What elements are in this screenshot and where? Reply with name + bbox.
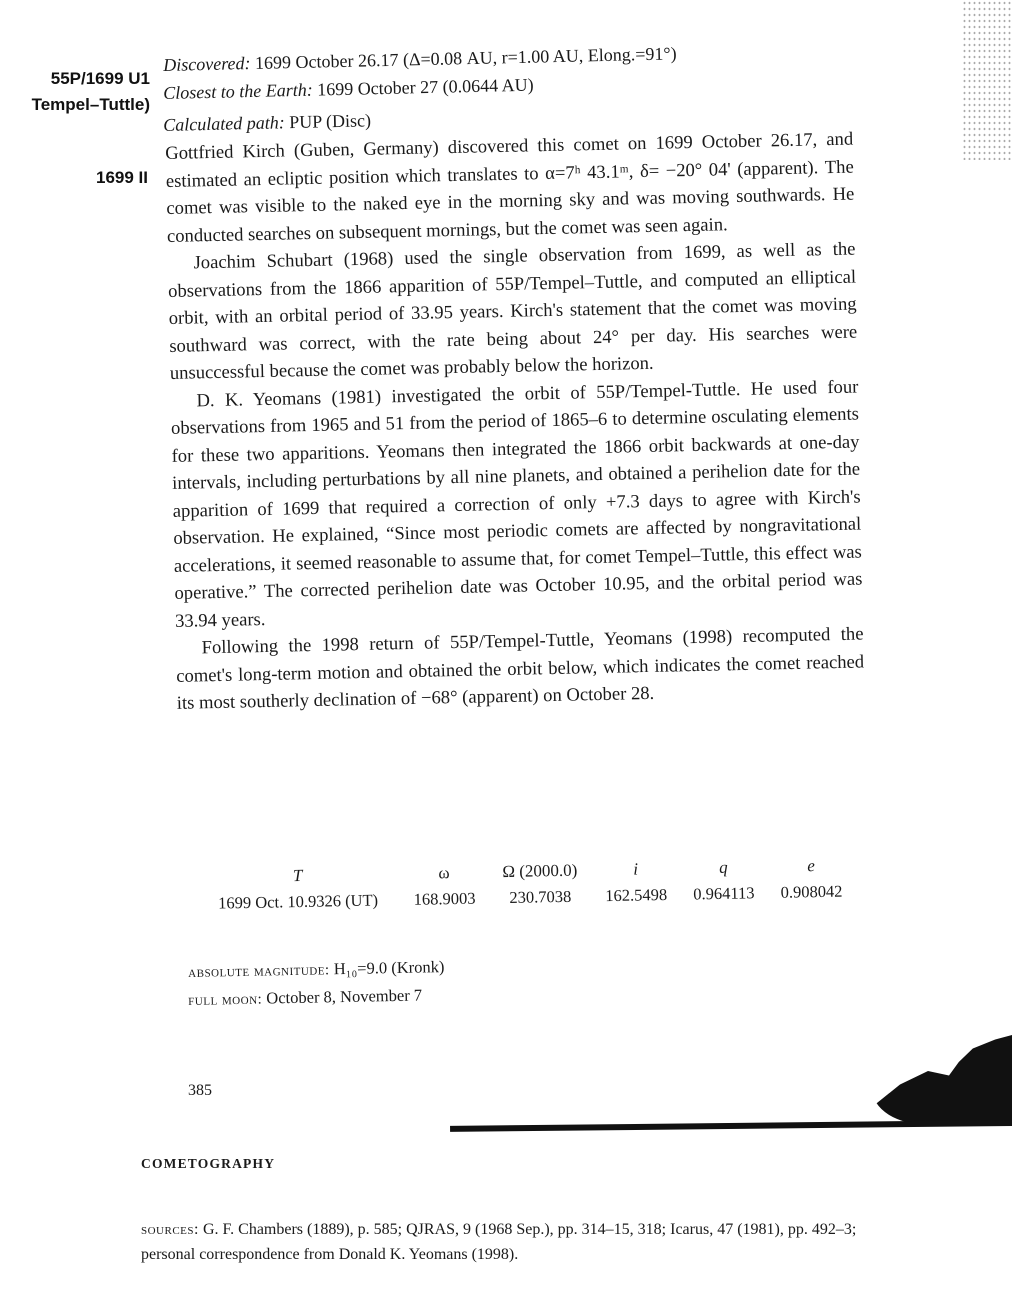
value-t: 1699 Oct. 10.9326 (UT): [217, 890, 379, 913]
running-head: COMETOGRAPHY: [141, 1156, 276, 1171]
header-i: i: [633, 859, 639, 879]
sources-note: [141, 1217, 881, 1267]
header-t: T: [292, 865, 303, 886]
sources-text: G. F. Chambers (1889), p. 585; QJRAS, 9 (1968 Sep.), pp. 314–15, 318; Icarus, 47 (1981), pp. 492–3; personal correspondence from Donald K. Yeomans (1998).: [141, 1221, 857, 1263]
scan-rule: [450, 1120, 1012, 1132]
path-label: Calculated path:: [163, 112, 285, 135]
full-moon-label: full moon:: [188, 991, 263, 1009]
header-omega: ω: [438, 863, 450, 883]
body-text: [165, 126, 865, 718]
value-omega: 168.9003: [413, 888, 476, 909]
discovered-line: [163, 43, 677, 76]
header-node: Ω (2000.0): [502, 860, 578, 882]
paragraph-2: Joachim Schubart (1968) used the single observation from 1699, as well as the observations from the 1866 apparition of 55P/Tempel–Tuttle, and computed an elliptical orbit, with an orbital period of 33.95 years. Kirch's statement that the comet was moving southward was correct, with the rate being about 24° per day. His searches were unsuccessful because the comet was probably below the horizon.: [167, 238, 858, 384]
discovered-label: Discovered:: [163, 53, 251, 75]
absolute-magnitude-line: [188, 957, 445, 982]
absolute-magnitude-label: absolute magnitude:: [188, 962, 330, 981]
value-e: 0.908042: [780, 881, 843, 902]
value-i: 162.5498: [605, 884, 668, 906]
comet-roman-designation: 1699 II: [96, 168, 148, 187]
orbit-elements-table: [195, 855, 856, 914]
comet-designation: 55P/1699 U1: [50, 69, 150, 88]
path-line: [163, 110, 371, 136]
header-q: q: [718, 857, 728, 877]
discovered-value: 1699 October 26.17 (Δ=0.08 AU, r=1.00 AU, Elong.=91°): [250, 43, 677, 74]
value-q: 0.964113: [693, 883, 755, 904]
paragraph-4: Following the 1998 return of 55P/Tempel-Tuttle, Yeomans (1998) recomputed the comet's long-term motion and obtained the orbit below, which indicates the comet reached its most southerly declination of −68° (apparent) on October 28.: [176, 623, 865, 714]
paragraph-1: Gottfried Kirch (Guben, Germany) discovered this comet on 1699 October 26.17, and estimated an ecliptic position which translates to α=7ʰ 43.1ᵐ, δ= −20° 04' (apparent). The comet was visible to the naked eye in the morning sky and was moving southwards. He conducted searches on subsequent mornings, but the comet was seen again.: [165, 128, 855, 247]
closest-value: 1699 October 27 (0.0644 AU): [312, 74, 534, 100]
path-value: PUP (Disc): [284, 110, 372, 133]
page-number: 385: [188, 1082, 212, 1099]
closest-line: [163, 75, 534, 104]
closest-label: Closest to the Earth:: [163, 79, 313, 103]
full-moon-value: October 8, November 7: [262, 985, 423, 1008]
full-moon-line: [188, 986, 422, 1010]
header-e: e: [807, 856, 815, 876]
scan-edge-noise: [962, 0, 1012, 160]
scan-shadow: [872, 1035, 1012, 1125]
comet-name: Tempel–Tuttle): [31, 95, 150, 114]
sources-label: sources:: [141, 1221, 199, 1238]
paragraph-3: D. K. Yeomans (1981) investigated the orbit of 55P/Tempel-Tuttle. He used four observations from 1965 and 51 from the period of 1865–6 to determine osculating elements for these two apparitions. Yeomans then integrated the 1866 orbit backwards at one-day intervals, including perturbations by all nine planets, and obtained a perihelion date for the apparition of 1699 that required a correction of only +7.3 days to agree with Kirch's observation. He explained, “Since most periodic comets are affected by nongravitational accelerations, it seemed reasonable to assume that, for comet Tempel–Tuttle, this effect was operative.” The corrected perihelion date was October 10.95, and the orbital period was 33.94 years.: [170, 376, 863, 632]
absolute-magnitude-value: H₁₀=9.0 (Kronk): [329, 957, 445, 979]
value-node: 230.7038: [509, 886, 572, 907]
